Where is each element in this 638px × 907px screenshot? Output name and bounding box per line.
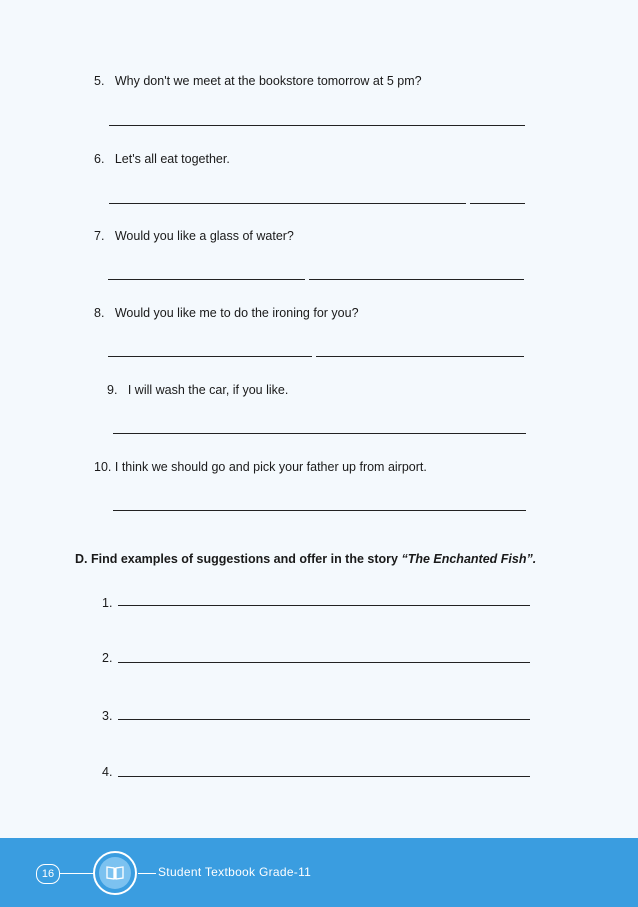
book-title: Student Textbook Grade-11 — [158, 865, 312, 879]
question-8 — [94, 306, 359, 320]
section-d-answer-line-3[interactable] — [118, 719, 530, 720]
section-d-instruction: D. Find examples of suggestions and offer in the story — [75, 552, 402, 566]
question-text: I will wash the car, if you like. — [127, 383, 289, 397]
question-text: I think we should go and pick your father up from airport. — [114, 460, 427, 474]
question-text: Let's all eat together. — [114, 152, 230, 166]
section-d-answer-line-4[interactable] — [118, 776, 530, 777]
footer-divider — [138, 873, 156, 874]
section-d-heading — [75, 552, 536, 566]
item-number: 4. — [102, 765, 113, 779]
item-number: 2. — [102, 651, 113, 665]
question-text: Would you like me to do the ironing for you? — [114, 306, 359, 320]
answer-line-9[interactable] — [113, 433, 526, 434]
question-number: 6. — [94, 152, 105, 166]
question-number: 8. — [94, 306, 105, 320]
item-number: 3. — [102, 709, 113, 723]
question-text: Why don't we meet at the bookstore tomorrow at 5 pm? — [114, 74, 422, 88]
section-d-item-1 — [102, 596, 112, 610]
book-badge — [93, 851, 137, 895]
story-title: “The Enchanted Fish”. — [401, 552, 537, 566]
section-d-item-2 — [102, 651, 112, 665]
section-d-item-4 — [102, 765, 112, 779]
question-5 — [94, 74, 422, 88]
section-d-answer-line-1[interactable] — [118, 605, 530, 606]
question-number: 10. — [94, 460, 112, 474]
question-10 — [94, 460, 427, 474]
book-icon — [99, 857, 131, 889]
section-d-answer-line-2[interactable] — [118, 662, 530, 663]
footer-band — [0, 838, 638, 907]
question-6 — [94, 152, 230, 166]
question-7 — [94, 229, 294, 243]
answer-line-5[interactable] — [109, 125, 525, 126]
answer-line-7[interactable] — [108, 279, 524, 280]
footer-divider — [60, 873, 94, 874]
page-number: 16 — [36, 864, 60, 884]
item-number: 1. — [102, 596, 113, 610]
section-d-item-3 — [102, 709, 112, 723]
answer-line-8[interactable] — [108, 356, 524, 357]
question-9 — [107, 383, 288, 397]
question-number: 7. — [94, 229, 105, 243]
answer-line-6[interactable] — [109, 203, 525, 204]
question-text: Would you like a glass of water? — [114, 229, 294, 243]
answer-line-10[interactable] — [113, 510, 526, 511]
question-number: 5. — [94, 74, 105, 88]
question-number: 9. — [107, 383, 118, 397]
